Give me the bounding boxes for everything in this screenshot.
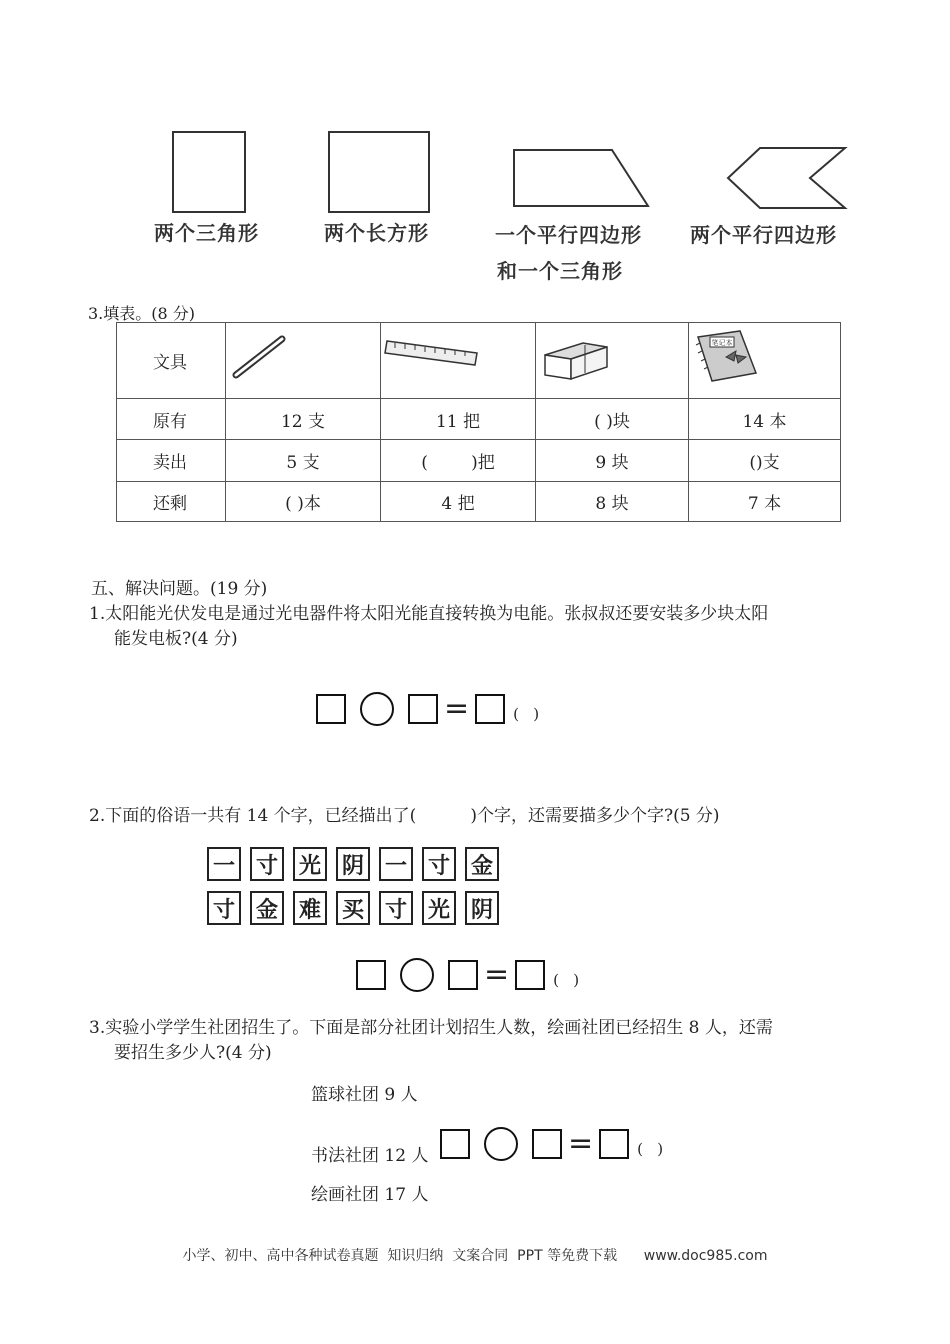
stationery-table bbox=[116, 322, 841, 522]
operator-circle[interactable] bbox=[484, 1127, 518, 1161]
answer-box[interactable] bbox=[440, 1129, 470, 1159]
char-box: 一 bbox=[207, 847, 241, 881]
equation-2 bbox=[356, 958, 579, 992]
section5-title: 五、解决问题。(19 分) bbox=[91, 579, 268, 599]
table-cell: 11 把 bbox=[381, 399, 536, 440]
table-row bbox=[117, 399, 841, 440]
char-row-1 bbox=[207, 847, 508, 881]
char-box: 难 bbox=[293, 891, 327, 925]
answer-box[interactable] bbox=[356, 960, 386, 990]
problem3-line1: 3.实验小学学生社团招生了。下面是部分社团计划招生人数，绘画社团已经招生 8 人，还需 bbox=[89, 1018, 773, 1038]
char-box: 寸 bbox=[379, 891, 413, 925]
answer-box[interactable] bbox=[475, 694, 505, 724]
equals-sign: = bbox=[568, 1126, 594, 1161]
char-box: 阴 bbox=[336, 847, 370, 881]
table-cell: 12 支 bbox=[226, 399, 381, 440]
answer-box[interactable] bbox=[599, 1129, 629, 1159]
q3-title: 3.填表。(8 分) bbox=[88, 304, 196, 323]
equation-1 bbox=[316, 692, 539, 726]
club-painting: 绘画社团 17 人 bbox=[311, 1185, 429, 1205]
table-cell: 8 块 bbox=[536, 482, 689, 522]
shape-label-2: 两个长方形 bbox=[324, 221, 429, 245]
char-box: 金 bbox=[465, 847, 499, 881]
ruler-cell bbox=[381, 323, 536, 399]
club-basketball: 篮球社团 9 人 bbox=[311, 1085, 418, 1105]
row-header: 还剩 bbox=[117, 482, 226, 522]
table-row bbox=[117, 482, 841, 522]
char-box: 买 bbox=[336, 891, 370, 925]
table-cell: 7 本 bbox=[689, 482, 841, 522]
row-header: 卖出 bbox=[117, 440, 226, 482]
char-box: 寸 bbox=[207, 891, 241, 925]
arrow-shape bbox=[728, 148, 845, 208]
shapes-figure bbox=[0, 120, 950, 220]
table-cell-answer[interactable]: ( )本 bbox=[226, 482, 381, 522]
char-box: 一 bbox=[379, 847, 413, 881]
char-row-2 bbox=[207, 891, 508, 925]
operator-circle[interactable] bbox=[400, 958, 434, 992]
problem2-text: 2.下面的俗语一共有 14 个字，已经描出了( )个字，还需要描多少个字?(5 分) bbox=[89, 806, 720, 826]
char-box: 寸 bbox=[250, 847, 284, 881]
equals-sign: = bbox=[484, 957, 510, 992]
problem3-line2: 要招生多少人?(4 分) bbox=[114, 1043, 272, 1063]
equals-sign: = bbox=[444, 691, 470, 726]
table-cell-answer[interactable]: ( )把 bbox=[381, 440, 536, 482]
unit-paren[interactable]: ( ) bbox=[637, 1140, 664, 1158]
shape-label-1: 两个三角形 bbox=[154, 221, 259, 245]
char-box: 阴 bbox=[465, 891, 499, 925]
answer-box[interactable] bbox=[408, 694, 438, 724]
pencil-cell bbox=[226, 323, 381, 399]
club-calligraphy: 书法社团 12 人 bbox=[311, 1146, 429, 1166]
unit-paren[interactable]: ( ) bbox=[513, 705, 540, 723]
problem1-line1: 1.太阳能光伏发电是通过光电器件将太阳光能直接转换为电能。张叔叔还要安装多少块太阳 bbox=[89, 604, 769, 624]
trapezoid-shape bbox=[514, 150, 648, 206]
table-cell: 9 块 bbox=[536, 440, 689, 482]
notebook-cell bbox=[689, 323, 841, 399]
row-header: 原有 bbox=[117, 399, 226, 440]
page-footer: 小学、初中、高中各种试卷真题 知识归纳 文案合同 PPT 等免费下载 www.doc985.com bbox=[182, 1248, 768, 1264]
table-cell: 14 本 bbox=[689, 399, 841, 440]
table-cell: 5 支 bbox=[226, 440, 381, 482]
char-box: 光 bbox=[422, 891, 456, 925]
square-shape bbox=[173, 132, 245, 212]
answer-box[interactable] bbox=[316, 694, 346, 724]
char-box: 寸 bbox=[422, 847, 456, 881]
operator-circle[interactable] bbox=[360, 692, 394, 726]
char-box: 金 bbox=[250, 891, 284, 925]
table-cell: 4 把 bbox=[381, 482, 536, 522]
shape-label-3b: 和一个三角形 bbox=[497, 259, 623, 283]
notebook-icon bbox=[690, 323, 840, 393]
ruler-icon bbox=[383, 323, 533, 393]
eraser-icon bbox=[537, 323, 687, 393]
answer-box[interactable] bbox=[448, 960, 478, 990]
table-cell-answer[interactable]: ( )块 bbox=[536, 399, 689, 440]
notebook-cover-text: 笔记本 bbox=[711, 339, 732, 347]
shape-label-3a: 一个平行四边形 bbox=[495, 223, 642, 247]
shape-label-4: 两个平行四边形 bbox=[690, 223, 837, 247]
row-header: 文具 bbox=[117, 323, 226, 399]
eraser-cell bbox=[536, 323, 689, 399]
answer-box[interactable] bbox=[515, 960, 545, 990]
table-cell-answer[interactable]: ()支 bbox=[689, 440, 841, 482]
unit-paren[interactable]: ( ) bbox=[553, 971, 580, 989]
table-row bbox=[117, 323, 841, 399]
char-box: 光 bbox=[293, 847, 327, 881]
answer-box[interactable] bbox=[532, 1129, 562, 1159]
equation-3 bbox=[440, 1127, 663, 1161]
problem1-line2: 能发电板?(4 分) bbox=[114, 629, 238, 649]
pencil-icon bbox=[228, 323, 378, 393]
rectangle-shape bbox=[329, 132, 429, 212]
table-row bbox=[117, 440, 841, 482]
